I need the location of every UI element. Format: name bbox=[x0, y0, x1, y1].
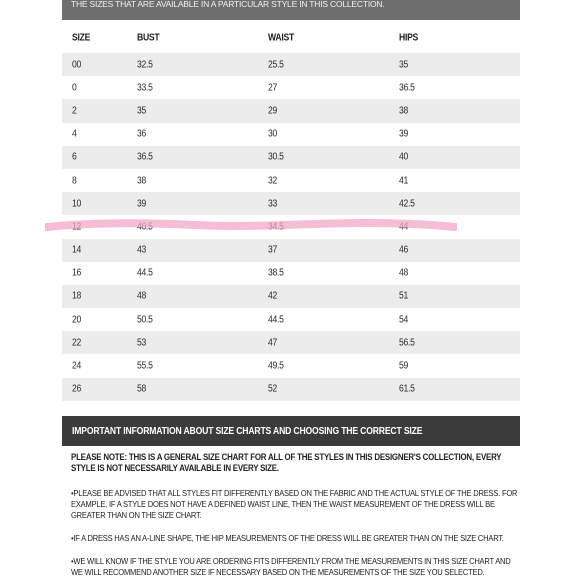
info-section-body bbox=[71, 452, 523, 580]
cell-size: 22 bbox=[72, 337, 82, 349]
table-row bbox=[62, 239, 520, 262]
table-row bbox=[62, 192, 520, 215]
cell-hips: 48 bbox=[399, 267, 409, 279]
cell-waist: 34.5 bbox=[268, 221, 284, 233]
cell-hips: 59 bbox=[399, 360, 409, 372]
cell-size: 4 bbox=[72, 128, 77, 140]
cell-bust: 48 bbox=[137, 290, 147, 302]
table-body bbox=[62, 53, 520, 401]
recommendation-paragraph: •WE WILL KNOW IF THE STYLE YOU ARE ORDERING FITS DIFFERENTLY FROM THE MEASUREMENTS IN THIS SIZE CHART AND WE WILL RECOMMEND ANOTHER SIZE IF NECESSARY BASED ON THE MEASUREMENTS OF THE SIZE YOU SELECTED. bbox=[71, 556, 511, 577]
table-row bbox=[62, 354, 520, 377]
cell-bust: 39 bbox=[137, 198, 147, 210]
header-size: SIZE bbox=[72, 32, 91, 44]
cell-waist: 52 bbox=[268, 383, 278, 395]
header-waist: WAIST bbox=[268, 32, 294, 44]
cell-size: 20 bbox=[72, 314, 82, 326]
cell-waist: 33 bbox=[268, 198, 278, 210]
cell-waist: 25.5 bbox=[268, 59, 284, 71]
cell-waist: 49.5 bbox=[268, 360, 284, 372]
a-line-paragraph: •IF A DRESS HAS AN A-LINE SHAPE, THE HIP MEASUREMENTS OF THE DRESS WILL BE GREATER THAN ON THE SIZE CHART. bbox=[71, 533, 504, 543]
cell-bust: 55.5 bbox=[137, 360, 153, 372]
cell-hips: 42.5 bbox=[399, 198, 415, 210]
cell-waist: 27 bbox=[268, 82, 278, 94]
fit-advisory-paragraph: •PLEASE BE ADVISED THAT ALL STYLES FIT DIFFERENTLY BASED ON THE FABRIC AND THE ACTUAL STYLE OF THE DRESS. FOR EXAMPLE, IF A STYLE DOES NOT HAVE A DEFINED WAIST LINE, THEN THE WAIST MEASUREMENT OF THE DRESS WILL BE GREATER THAN ON THE SIZE CHART. bbox=[71, 488, 518, 520]
cell-waist: 38.5 bbox=[268, 267, 284, 279]
table-row bbox=[62, 331, 520, 354]
cell-hips: 56.5 bbox=[399, 337, 415, 349]
cell-size: 24 bbox=[72, 360, 82, 372]
cell-size: 12 bbox=[72, 221, 82, 233]
size-chart-table bbox=[62, 28, 520, 401]
cell-size: 2 bbox=[72, 105, 77, 117]
cell-waist: 32 bbox=[268, 175, 278, 187]
cell-bust: 43 bbox=[137, 244, 147, 256]
cell-hips: 41 bbox=[399, 175, 409, 187]
cell-waist: 29 bbox=[268, 105, 278, 117]
cell-size: 26 bbox=[72, 383, 82, 395]
cell-bust: 32.5 bbox=[137, 59, 153, 71]
cell-bust: 38 bbox=[137, 175, 147, 187]
cell-bust: 35 bbox=[137, 105, 147, 117]
cell-hips: 61.5 bbox=[399, 383, 415, 395]
table-row bbox=[62, 146, 520, 169]
cell-bust: 33.5 bbox=[137, 82, 153, 94]
cell-size: 0 bbox=[72, 82, 77, 94]
cell-waist: 42 bbox=[268, 290, 278, 302]
cell-size: 16 bbox=[72, 267, 82, 279]
header-bust: BUST bbox=[137, 32, 160, 44]
cell-hips: 54 bbox=[399, 314, 409, 326]
table-row bbox=[62, 262, 520, 285]
cell-waist: 47 bbox=[268, 337, 278, 349]
cell-waist: 30.5 bbox=[268, 151, 284, 163]
table-row bbox=[62, 123, 520, 146]
cell-waist: 37 bbox=[268, 244, 278, 256]
table-row bbox=[62, 76, 520, 99]
table-row bbox=[62, 215, 520, 238]
cell-hips: 46 bbox=[399, 244, 409, 256]
cell-hips: 35 bbox=[399, 59, 409, 71]
cell-bust: 50.5 bbox=[137, 314, 153, 326]
cell-bust: 53 bbox=[137, 337, 147, 349]
cell-hips: 36.5 bbox=[399, 82, 415, 94]
table-row bbox=[62, 169, 520, 192]
cell-bust: 44.5 bbox=[137, 267, 153, 279]
banner-text: THE SIZES THAT ARE AVAILABLE IN A PARTICULAR STYLE IN THIS COLLECTION. bbox=[71, 0, 385, 9]
cell-waist: 44.5 bbox=[268, 314, 284, 326]
info-section-header bbox=[62, 416, 520, 446]
info-header-title: IMPORTANT INFORMATION ABOUT SIZE CHARTS AND CHOOSING THE CORRECT SIZE bbox=[72, 425, 423, 437]
cell-size: 18 bbox=[72, 290, 82, 302]
table-row bbox=[62, 285, 520, 308]
cell-hips: 44 bbox=[399, 221, 409, 233]
top-banner bbox=[62, 0, 520, 20]
cell-size: 8 bbox=[72, 175, 77, 187]
cell-size: 10 bbox=[72, 198, 82, 210]
cell-size: 14 bbox=[72, 244, 82, 256]
cell-size: 00 bbox=[72, 59, 82, 71]
cell-bust: 36 bbox=[137, 128, 147, 140]
cell-hips: 39 bbox=[399, 128, 409, 140]
cell-hips: 38 bbox=[399, 105, 409, 117]
general-note: PLEASE NOTE: THIS IS A GENERAL SIZE CHART FOR ALL OF THE STYLES IN THIS DESIGNER'S COLLECTION, EVERY STYLE IS NOT NECESSARILY AVAILABLE IN EVERY SIZE. bbox=[71, 452, 502, 473]
cell-bust: 58 bbox=[137, 383, 147, 395]
cell-size: 6 bbox=[72, 151, 77, 163]
table-row bbox=[62, 53, 520, 76]
table-row bbox=[62, 99, 520, 122]
cell-hips: 51 bbox=[399, 290, 409, 302]
header-hips: HIPS bbox=[399, 32, 419, 44]
cell-bust: 36.5 bbox=[137, 151, 153, 163]
cell-bust: 40.5 bbox=[137, 221, 153, 233]
cell-hips: 40 bbox=[399, 151, 409, 163]
table-header-row bbox=[62, 28, 520, 48]
table-row bbox=[62, 378, 520, 401]
cell-waist: 30 bbox=[268, 128, 278, 140]
table-row bbox=[62, 308, 520, 331]
